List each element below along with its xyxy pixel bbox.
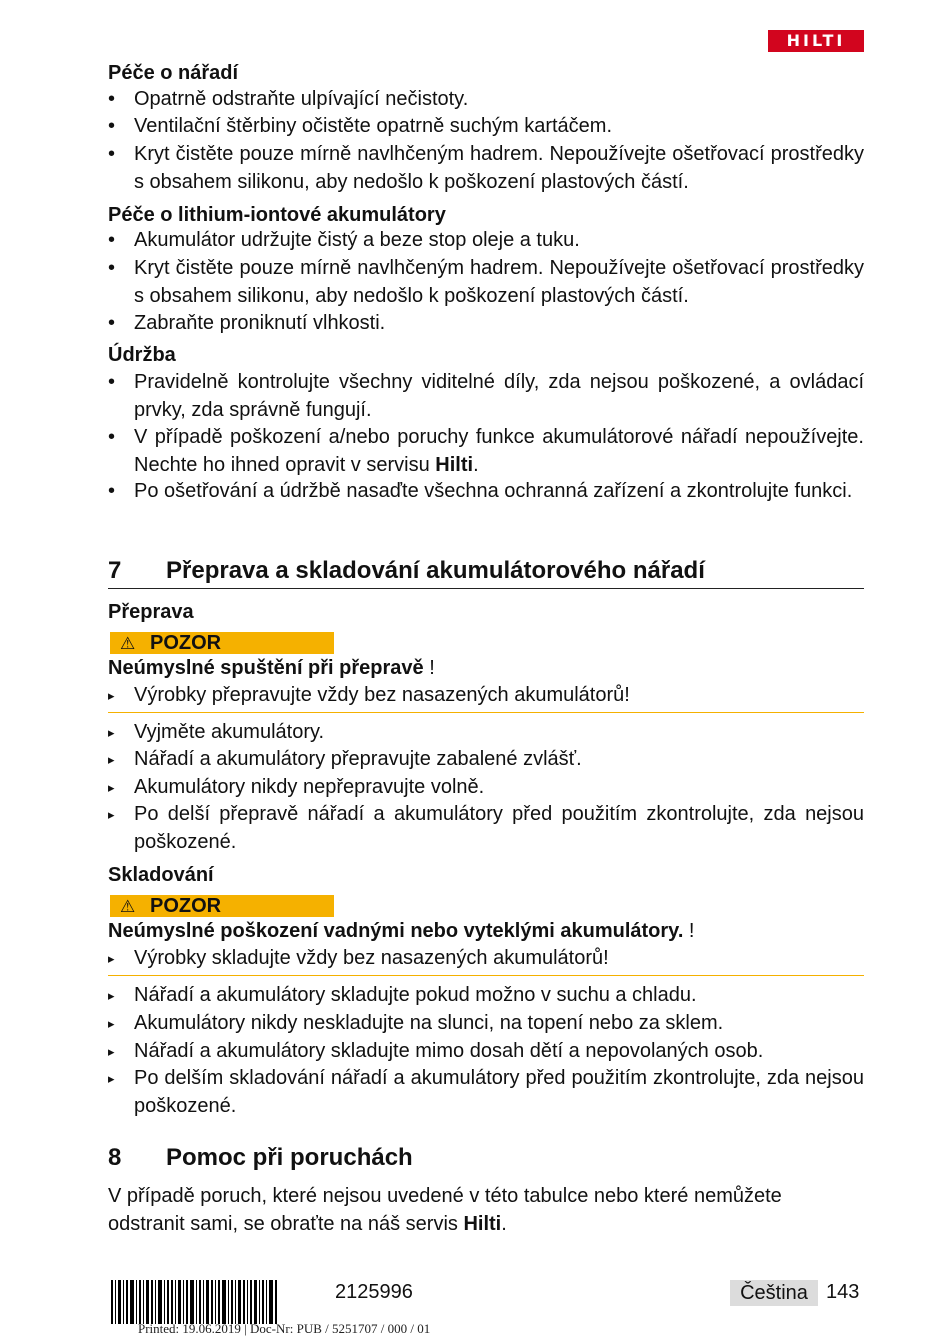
list-item: • Ventilační štěrbiny očistěte opatrně suchým kartáčem. <box>108 115 613 137</box>
list-item: • Po ošetřování a údržbě nasaďte všechna ochranná zařízení a zkontrolujte funkci. <box>108 480 853 502</box>
arrow-icon: ▸ <box>108 1016 115 1031</box>
maintenance-heading: Údržba <box>108 344 176 366</box>
list-item: ▸ Po delší přepravě nářadí a akumulátory před použitím zkontrolujte, zda nejsou poškozené. <box>108 803 864 853</box>
transport-heading: Přeprava <box>108 601 194 623</box>
warning-action: ▸ Výrobky skladujte vždy bez nasazených akumulátorů! <box>108 945 864 973</box>
warning-badge: ⚠ POZOR <box>110 632 334 654</box>
list-item: ▸ Nářadí a akumulátory skladujte pokud možno v suchu a chladu. <box>108 982 864 1010</box>
arrow-icon: ▸ <box>108 688 115 703</box>
care-tool-heading: Péče o nářadí <box>108 62 239 84</box>
list-item: ▸ Po delším skladování nářadí a akumulátory před použitím zkontrolujte, zda nejsou poškozené. <box>108 1067 864 1117</box>
warning-badge: ⚠ POZOR <box>110 895 334 917</box>
print-info: Printed: 19.06.2019 | Doc-Nr: PUB / 5251707 / 000 / 01 <box>138 1321 431 1336</box>
section-8-text: V případě poruch, které nejsou uvedené v této tabulce nebo které nemůžete odstranit sami, se obraťte na náš servis Hilti. <box>108 1185 782 1235</box>
warning-icon: ⚠ <box>120 897 136 916</box>
doc-number: 2125996 <box>335 1281 413 1303</box>
arrow-icon: ▸ <box>108 780 115 795</box>
list-item: ▸ Akumulátory nikdy nepřepravujte volně. <box>108 774 864 802</box>
list-item: • Akumulátor udržujte čistý a beze stop oleje a tuku. <box>108 229 580 251</box>
list-item: ▸ Nářadí a akumulátory skladujte mimo dosah dětí a nepovolaných osob. <box>108 1038 864 1066</box>
warning-icon: ⚠ <box>120 634 136 653</box>
hilti-logo: HILTI <box>768 30 864 52</box>
list-item: • V případě poškození a/nebo poruchy funkce akumulátorové nářadí nepoužívejte. Nechte ho ihned opravit v servisu Hilti. <box>108 426 864 476</box>
arrow-icon: ▸ <box>108 725 115 740</box>
warning-divider <box>108 975 864 976</box>
care-battery-heading: Péče o lithium-iontové akumulátory <box>108 204 446 226</box>
arrow-icon: ▸ <box>108 752 115 767</box>
barcode <box>111 1280 313 1324</box>
section-8-title: 8 Pomoc při poruchách <box>108 1144 413 1171</box>
arrow-icon: ▸ <box>108 1044 115 1059</box>
list-item: • Opatrně odstraňte ulpívající nečistoty. <box>108 88 469 110</box>
list-item: ▸ Nářadí a akumulátory přepravujte zabalené zvlášť. <box>108 746 864 774</box>
page-number: 143 <box>826 1281 860 1303</box>
list-item: • Kryt čistěte pouze mírně navlhčeným hadrem. Nepoužívejte ošetřovací prostředky s obsahem silikonu, aby nedošlo k poškození plastových částí. <box>108 257 864 307</box>
warning-divider <box>108 712 864 713</box>
section-7-title: 7 Přeprava a skladování akumulátorového nářadí <box>108 556 864 589</box>
arrow-icon: ▸ <box>108 1071 115 1086</box>
list-item: ▸ Akumulátory nikdy neskladujte na slunci, na topení nebo za sklem. <box>108 1010 864 1038</box>
language-label: Čeština <box>730 1280 818 1306</box>
list-item: • Zabraňte proniknutí vlhkosti. <box>108 312 386 334</box>
warning-action: ▸ Výrobky přepravujte vždy bez nasazených akumulátorů! <box>108 682 864 710</box>
list-item: ▸ Vyjměte akumulátory. <box>108 719 864 747</box>
list-item: • Kryt čistěte pouze mírně navlhčeným hadrem. Nepoužívejte ošetřovací prostředky s obsahem silikonu, aby nedošlo k poškození plastových částí. <box>108 143 864 193</box>
warning-title: Neúmyslné poškození vadnými nebo vyteklými akumulátory. ! <box>108 920 695 942</box>
storage-heading: Skladování <box>108 864 214 886</box>
list-item: • Pravidelně kontrolujte všechny viditelné díly, zda nejsou poškozené, a ovládací prvky, zda správně fungují. <box>108 371 864 421</box>
arrow-icon: ▸ <box>108 951 115 966</box>
arrow-icon: ▸ <box>108 807 115 822</box>
arrow-icon: ▸ <box>108 988 115 1003</box>
warning-title: Neúmyslné spuštění při přepravě ! <box>108 657 435 679</box>
